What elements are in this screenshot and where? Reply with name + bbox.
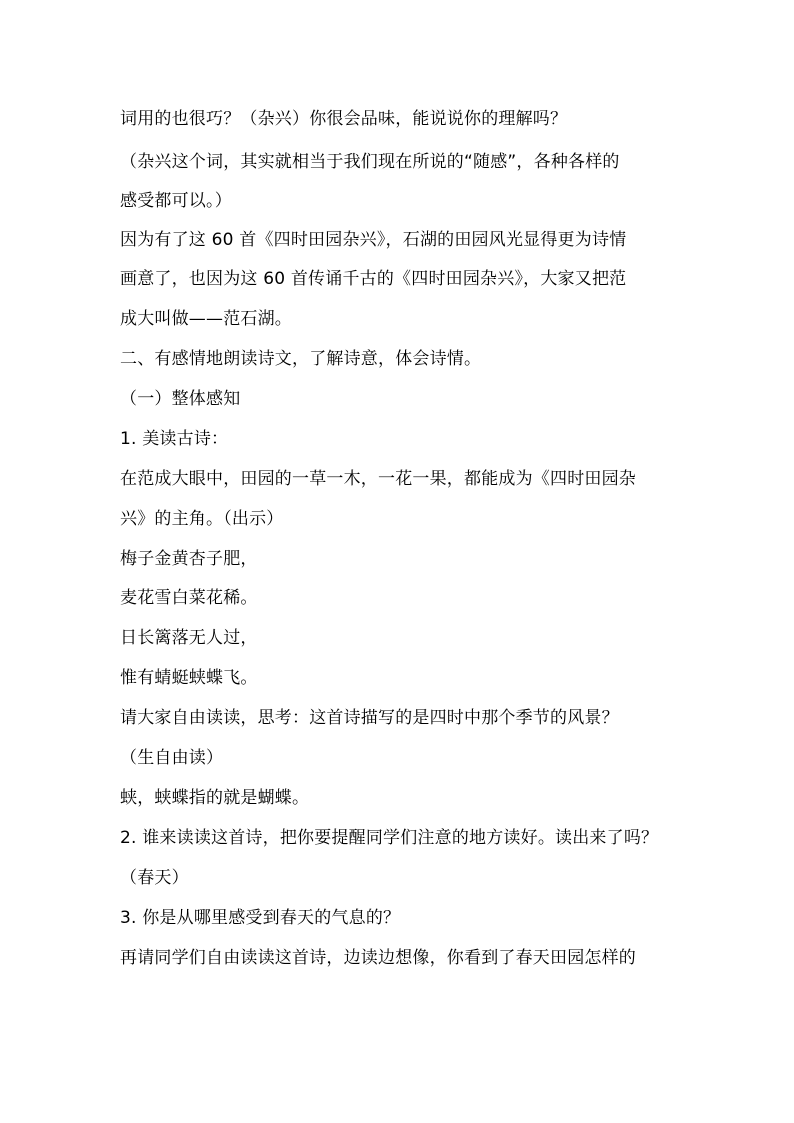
text-line: 成大叫做——范石湖。 (120, 309, 292, 329)
text-line: （生自由读） (120, 748, 224, 768)
poem-line: 日长篱落无人过， (120, 628, 258, 648)
subsection-heading: （一）整体感知 (120, 389, 241, 409)
text-line: 请大家自由读读，思考：这首诗描写的是四时中那个季节的风景？ (120, 708, 619, 728)
poem-line: 麦花雪白菜花稀。 (120, 588, 258, 608)
section-heading: 二、有感情地朗读诗文，了解诗意，体会诗情。 (120, 349, 482, 369)
text-line: 在范成大眼中，田园的一草一木，一花一果，都能成为《四时田园杂 (120, 469, 636, 489)
numbered-item: 1. 美读古诗： (120, 429, 229, 449)
poem-line: 梅子金黄杏子肥， (120, 549, 258, 569)
text-line: （春天） (120, 868, 189, 888)
text-line: （杂兴这个词，其实就相当于我们现在所说的“随感”，各种各样的 (120, 152, 620, 172)
text-line: 因为有了这 60 首《四时田园杂兴》，石湖的田园风光显得更为诗情 (120, 230, 627, 250)
text-line: 感受都可以。） (120, 191, 232, 211)
numbered-item: 3. 你是从哪里感受到春天的气息的？ (120, 908, 401, 928)
text-line: 兴》的主角。（出示） (120, 509, 284, 529)
text-line: 词用的也很巧？（杂兴）你很会品味，能说说你的理解吗？ (120, 109, 568, 129)
poem-line: 惟有蜻蜓蛱蝶飞。 (120, 668, 258, 688)
text-line: 画意了，也因为这 60 首传诵千古的《四时田园杂兴》，大家又把范 (120, 269, 627, 289)
text-line: 再请同学们自由读读这首诗，边读边想像，你看到了春天田园怎样的 (120, 948, 636, 968)
numbered-item: 2. 谁来读读这首诗，把你要提醒同学们注意的地方读好。读出来了吗？ (120, 828, 659, 848)
text-line: 蛱，蛱蝶指的就是蝴蝶。 (120, 788, 310, 808)
